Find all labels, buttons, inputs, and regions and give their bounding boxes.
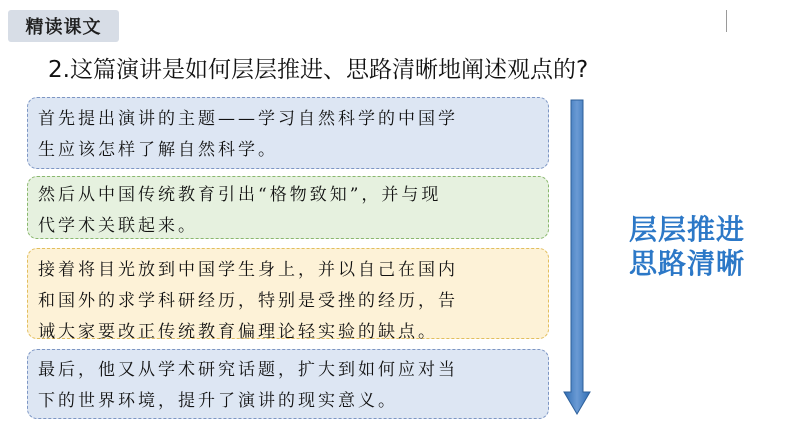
side-summary-label	[616, 213, 758, 281]
question-heading: 2.这篇演讲是如何层层推进、思路清晰地阐述观点的?	[48, 57, 589, 83]
point-2-line-1: 然后从中国传统教育引出“格物致知”，并与现	[38, 185, 442, 205]
point-2-line-2: 代学术关联起来。	[38, 216, 198, 236]
point-3-line-2: 和国外的求学科研经历，特别是受挫的经历，告	[38, 291, 458, 311]
point-box-1	[27, 97, 549, 169]
down-arrow-icon	[562, 98, 592, 416]
point-3-line-1: 接着将目光放到中国学生身上，并以自己在国内	[38, 260, 458, 280]
point-4-line-1: 最后，他又从学术研究话题，扩大到如何应对当	[38, 360, 458, 380]
side-label-line-2: 思路清晰	[628, 247, 745, 280]
point-3-line-3: 诫大家要改正传统教育偏理论轻实验的缺点。	[38, 322, 438, 342]
point-box-2	[27, 176, 549, 239]
point-box-4	[27, 349, 549, 419]
point-box-3	[27, 248, 549, 342]
header-divider	[726, 10, 727, 32]
point-4-line-2: 下的世界环境，提升了演讲的现实意义。	[38, 391, 398, 411]
side-label-line-1: 层层推进	[628, 213, 745, 246]
point-1-line-1: 首先提出演讲的主题——学习自然科学的中国学	[38, 109, 458, 129]
section-tag: 精读课文	[8, 10, 119, 42]
point-1-line-2: 生应该怎样了解自然科学。	[38, 140, 278, 160]
